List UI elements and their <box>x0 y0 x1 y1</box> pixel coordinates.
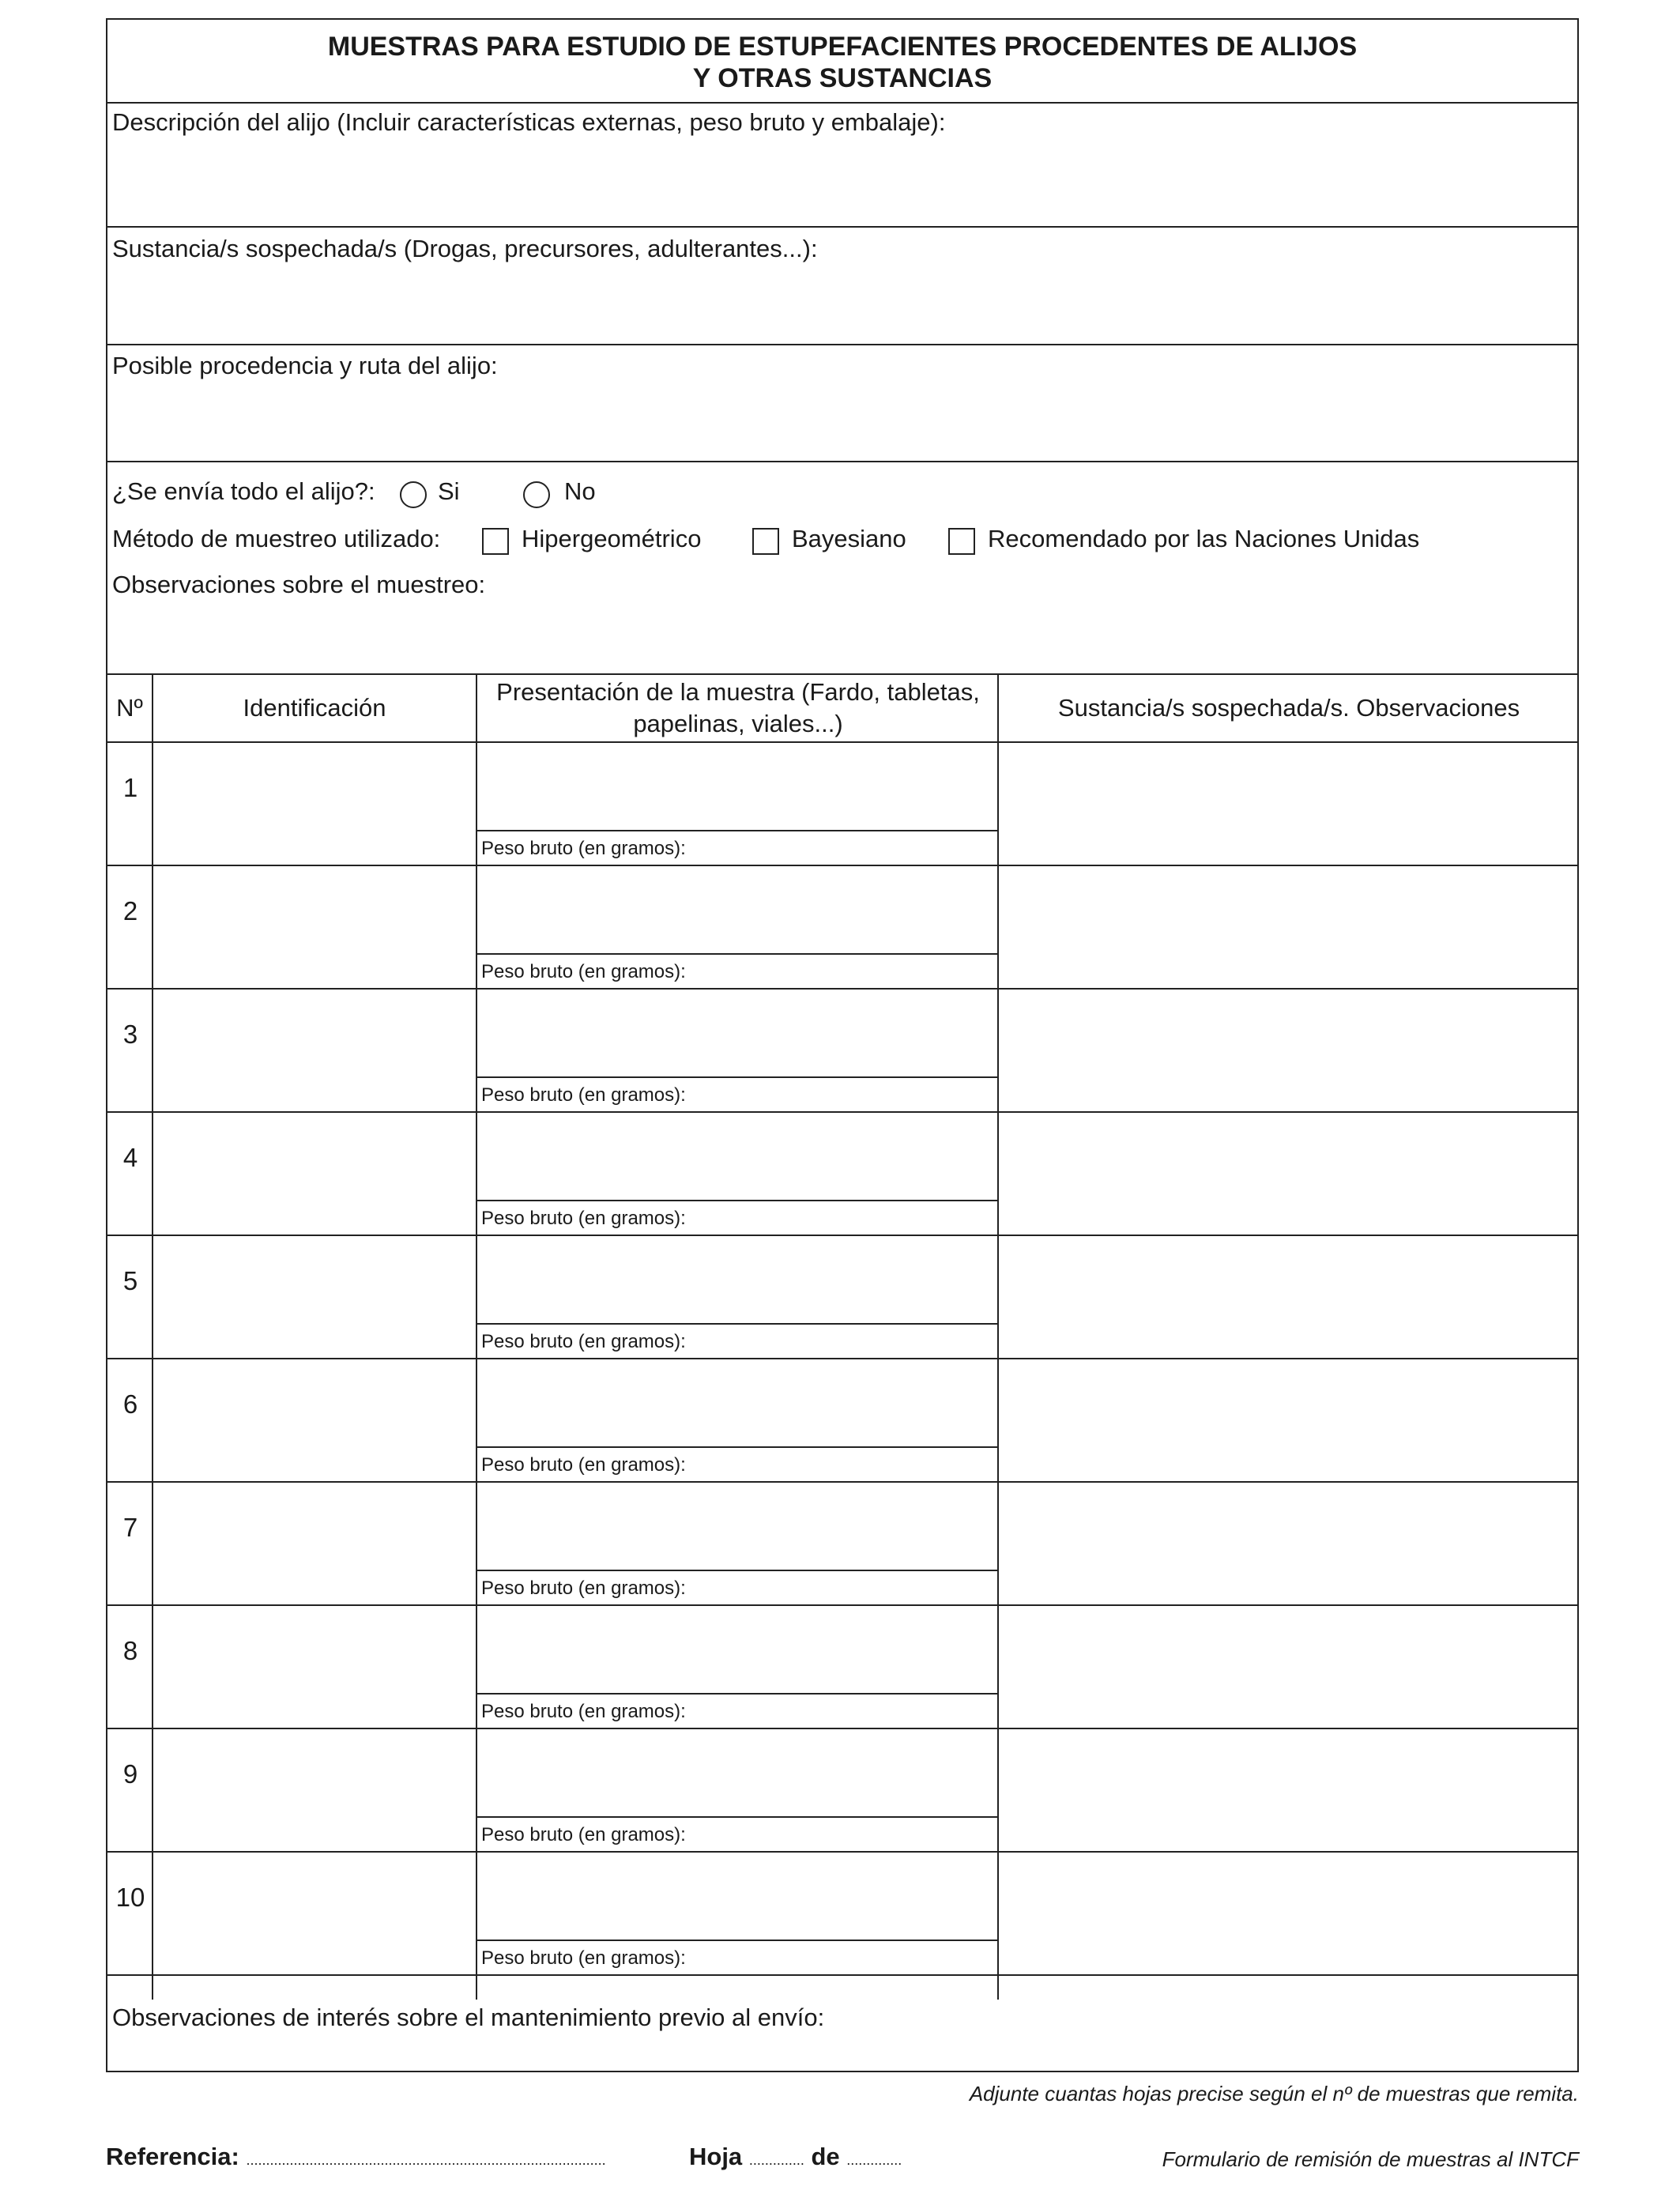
divider <box>107 226 1577 228</box>
weight-label: Peso bruto (en gramos): <box>481 1331 686 1352</box>
table-row <box>107 1359 1577 1483</box>
form-footer-title: Formulario de remisión de muestras al INTCF <box>1162 2147 1579 2171</box>
row-number: 8 <box>122 1636 138 1665</box>
table-row <box>107 1853 1577 1976</box>
checkbox-bayesiano-label: Bayesiano <box>792 525 906 552</box>
checkbox-naciones-unidas-label: Recomendado por las Naciones Unidas <box>988 525 1420 552</box>
form-title <box>107 31 1577 94</box>
weight-field[interactable] <box>477 1693 999 1728</box>
hoja-dots: .............. <box>748 2152 804 2168</box>
header-num: Nº <box>116 694 143 722</box>
weight-field[interactable] <box>477 1446 999 1481</box>
referencia-label: Referencia: <box>106 2143 239 2170</box>
observaciones-mantenimiento-label: Observaciones de interés sobre el mantenimiento previo al envío: <box>112 2004 825 2031</box>
row-number: 9 <box>122 1759 138 1789</box>
table-row <box>107 1113 1577 1236</box>
row-number: 2 <box>122 896 138 925</box>
checkbox-hipergeometrico[interactable] <box>482 528 509 555</box>
weight-field[interactable] <box>477 1816 999 1851</box>
header-sustancia: Sustancia/s sospechada/s. Observaciones <box>1057 694 1520 722</box>
weight-label: Peso bruto (en gramos): <box>481 961 686 982</box>
header-presentacion: Presentación de la muestra (Fardo, tabletas, papelinas, viales...) <box>496 678 980 737</box>
divider <box>107 461 1577 462</box>
radio-no[interactable] <box>523 481 550 508</box>
table-row <box>107 866 1577 990</box>
radio-si[interactable] <box>400 481 427 508</box>
table-row <box>107 743 1577 866</box>
referencia-dots: ........................................................................................... <box>246 2152 606 2168</box>
weight-field[interactable] <box>477 1940 999 1974</box>
de-dots: .............. <box>846 2152 902 2168</box>
row-number: 10 <box>115 1883 145 1912</box>
checkbox-bayesiano[interactable] <box>752 528 779 555</box>
weight-label: Peso bruto (en gramos): <box>481 1701 686 1722</box>
weight-label: Peso bruto (en gramos): <box>481 1824 686 1845</box>
table-row <box>107 1483 1577 1606</box>
weight-label: Peso bruto (en gramos): <box>481 1578 686 1599</box>
radio-no-label: No <box>564 477 596 505</box>
weight-label: Peso bruto (en gramos): <box>481 1454 686 1476</box>
divider <box>107 344 1577 345</box>
weight-label: Peso bruto (en gramos): <box>481 1084 686 1106</box>
header-identificacion: Identificación <box>243 694 386 722</box>
weight-field[interactable] <box>477 1323 999 1358</box>
weight-field[interactable] <box>477 1200 999 1235</box>
referencia-field[interactable] <box>106 2143 606 2171</box>
attachment-note: Adjunte cuantas hojas precise según el nº de muestras que remita. <box>969 2082 1579 2105</box>
weight-label: Peso bruto (en gramos): <box>481 1208 686 1229</box>
table-row <box>107 990 1577 1113</box>
weight-label: Peso bruto (en gramos): <box>481 1947 686 1969</box>
table-row <box>107 1606 1577 1729</box>
form-title-line1: MUESTRAS PARA ESTUDIO DE ESTUPEFACIENTES PROCEDENTES DE ALIJOS <box>327 32 1358 62</box>
row-number: 6 <box>122 1389 138 1419</box>
hoja-label: Hoja <box>689 2143 743 2170</box>
weight-field[interactable] <box>477 1570 999 1604</box>
row-number: 4 <box>122 1143 138 1172</box>
table-row <box>107 1236 1577 1359</box>
weight-field[interactable] <box>477 1076 999 1111</box>
row-number: 5 <box>122 1266 138 1295</box>
descripcion-label: Descripción del alijo (Incluir características externas, peso bruto y embalaje): <box>112 108 946 136</box>
radio-si-label: Si <box>438 477 460 505</box>
checkbox-hipergeometrico-label: Hipergeométrico <box>522 525 702 552</box>
metodo-label: Método de muestreo utilizado: <box>112 525 441 552</box>
observaciones-muestreo-label: Observaciones sobre el muestreo: <box>112 571 486 598</box>
envia-todo-label: ¿Se envía todo el alijo?: <box>112 477 375 505</box>
sustancias-label: Sustancia/s sospechada/s (Drogas, precursores, adulterantes...): <box>112 235 818 262</box>
weight-field[interactable] <box>477 830 999 865</box>
hoja-field[interactable] <box>689 2143 902 2171</box>
de-label: de <box>811 2143 840 2170</box>
checkbox-naciones-unidas[interactable] <box>948 528 975 555</box>
row-divider <box>107 1974 1577 1976</box>
sample-form <box>106 18 1579 2072</box>
divider <box>107 102 1577 104</box>
form-title-line2: Y OTRAS SUSTANCIAS <box>692 63 993 93</box>
table-row <box>107 1729 1577 1853</box>
row-number: 7 <box>122 1513 138 1542</box>
samples-table <box>107 673 1577 2000</box>
weight-field[interactable] <box>477 953 999 988</box>
weight-label: Peso bruto (en gramos): <box>481 838 686 859</box>
row-number: 3 <box>122 1020 138 1049</box>
procedencia-label: Posible procedencia y ruta del alijo: <box>112 352 498 379</box>
row-number: 1 <box>122 773 138 802</box>
